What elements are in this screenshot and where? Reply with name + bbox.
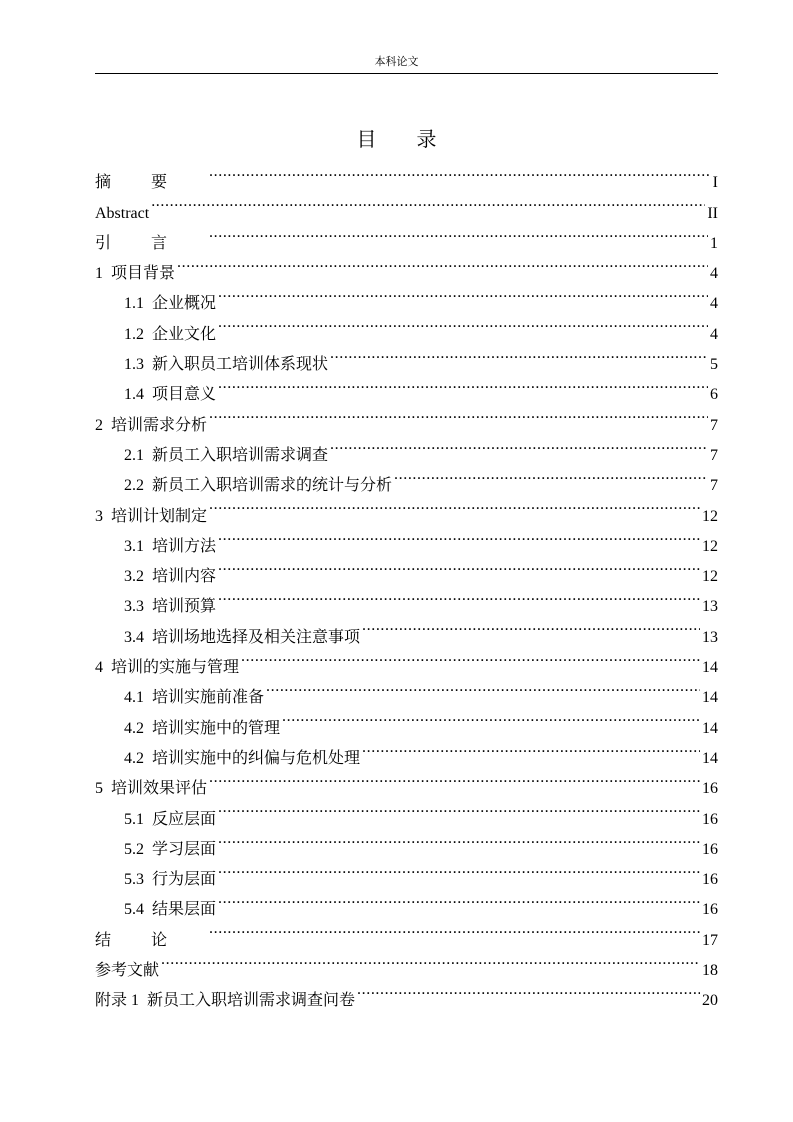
- toc-entry-label: 培训的实施与管理: [111, 659, 240, 677]
- toc-entry-number: 1.3: [124, 356, 144, 374]
- toc-entry[interactable]: [95, 218, 718, 252]
- toc-entry-label: Abstract: [95, 204, 150, 222]
- toc-entry-page: 7: [710, 446, 718, 464]
- toc-entry-page: 4: [710, 295, 718, 313]
- toc-entry-page: 4: [710, 325, 718, 343]
- toc-entry-number: 2: [95, 416, 103, 434]
- dot-leader: [330, 339, 708, 369]
- toc-entry-page: 12: [702, 537, 718, 555]
- toc-entry-page: 18: [702, 962, 718, 980]
- dot-leader: [362, 611, 700, 641]
- toc-entry-label: 项目意义: [152, 386, 217, 404]
- toc-entry-page: 14: [702, 689, 718, 707]
- toc-entry-label: 摘要: [95, 174, 208, 192]
- dot-leader: [161, 945, 700, 975]
- toc-entry-label: 培训效果评估: [111, 780, 208, 798]
- toc-entry-page: 7: [710, 477, 718, 495]
- toc-entry-label: 学习层面: [152, 840, 217, 858]
- toc-entry-number: 4.2: [124, 719, 144, 737]
- toc-entry-number: 5.2: [124, 840, 144, 858]
- toc-entry[interactable]: [95, 157, 718, 192]
- toc-entry-label: 新入职员工培训体系现状: [152, 356, 329, 374]
- toc-entry-page: 7: [710, 416, 718, 434]
- dot-leader: [362, 733, 700, 763]
- dot-leader: [218, 278, 708, 308]
- dot-leader: [209, 157, 711, 187]
- toc-title: 目录: [356, 129, 477, 151]
- dot-leader: [357, 975, 700, 1005]
- toc-entry-label: 引言: [95, 234, 208, 252]
- toc-entry-number: 1.2: [124, 325, 144, 343]
- toc-entry-label: 行为层面: [152, 871, 217, 889]
- dot-leader: [330, 430, 708, 460]
- toc-entry-page: 4: [710, 265, 718, 283]
- dot-leader: [218, 581, 700, 611]
- toc-entry-label: 培训实施中的纠偏与危机处理: [152, 749, 361, 767]
- toc-entry-page: 14: [702, 749, 718, 767]
- toc-entry-number: 5.1: [124, 810, 144, 828]
- dot-leader: [266, 672, 700, 702]
- toc-entry-number: 1: [95, 265, 103, 283]
- dot-leader: [209, 914, 700, 944]
- dot-leader: [218, 308, 708, 338]
- page-header: 本科论文: [374, 56, 419, 68]
- toc-entry-number: 2.2: [124, 477, 144, 495]
- toc-entry[interactable]: [95, 187, 718, 222]
- dot-leader: [218, 824, 700, 854]
- dot-leader: [209, 490, 700, 520]
- toc-entry-page: 1: [710, 234, 718, 252]
- dot-leader: [218, 521, 700, 551]
- toc-entry-label: 结论: [95, 931, 208, 949]
- toc-entry-label: 项目背景: [111, 265, 176, 283]
- toc-entry-label: 反应层面: [152, 810, 217, 828]
- toc-entry-label: 培训内容: [152, 568, 217, 586]
- dot-leader: [209, 399, 708, 429]
- toc-entry-number: 5.4: [124, 901, 144, 919]
- toc-entry-label: 培训场地选择及相关注意事项: [152, 628, 361, 646]
- toc-entry-page: II: [707, 204, 718, 222]
- toc-entry-label: 新员工入职培训需求调查问卷: [147, 992, 356, 1010]
- toc-entry-number: 附录 1: [95, 992, 140, 1010]
- toc-entry-number: 4: [95, 659, 103, 677]
- toc-entry-label: 参考文献: [95, 962, 160, 980]
- toc-entry-number: 3: [95, 507, 103, 525]
- toc-entry-number: 2.1: [124, 446, 144, 464]
- dot-leader: [209, 218, 708, 248]
- toc-entry-page: 14: [702, 659, 718, 677]
- toc-entry-page: 16: [702, 901, 718, 919]
- toc-entry-number: 4.1: [124, 689, 144, 707]
- toc-entry-label: 培训计划制定: [111, 507, 208, 525]
- toc-entry-page: 17: [702, 931, 718, 949]
- dot-leader: [218, 551, 700, 581]
- dot-leader: [241, 642, 700, 672]
- toc-entry-number: 5: [95, 780, 103, 798]
- toc-entry-number: 4.2: [124, 749, 144, 767]
- toc-entry[interactable]: [95, 248, 718, 283]
- table-of-contents: [95, 157, 718, 1010]
- dot-leader: [218, 884, 700, 914]
- header-rule: [95, 73, 718, 74]
- toc-entry-number: 5.3: [124, 871, 144, 889]
- toc-entry-page: 5: [710, 356, 718, 374]
- dot-leader: [218, 854, 700, 884]
- toc-entry-page: 6: [710, 386, 718, 404]
- toc-entry-label: 结果层面: [152, 901, 217, 919]
- toc-entry-number: 3.3: [124, 598, 144, 616]
- dot-leader: [394, 460, 708, 490]
- toc-entry-label: 企业概况: [152, 295, 217, 313]
- toc-entry[interactable]: [95, 975, 718, 1010]
- toc-entry-label: 新员工入职培训需求的统计与分析: [152, 477, 393, 495]
- toc-entry-number: 3.4: [124, 628, 144, 646]
- toc-entry-label: 培训方法: [152, 537, 217, 555]
- toc-entry-page: I: [712, 174, 718, 192]
- toc-entry-page: 12: [702, 568, 718, 586]
- toc-entry-number: 1.4: [124, 386, 144, 404]
- dot-leader: [218, 793, 700, 823]
- toc-entry-page: 16: [702, 810, 718, 828]
- toc-entry-page: 13: [702, 598, 718, 616]
- dot-leader: [282, 702, 700, 732]
- toc-entry-page: 12: [702, 507, 718, 525]
- dot-leader: [177, 248, 708, 278]
- toc-entry-label: 新员工入职培训需求调查: [152, 446, 329, 464]
- toc-entry-page: 16: [702, 780, 718, 798]
- dot-leader: [209, 763, 700, 793]
- toc-entry-number: 3.2: [124, 568, 144, 586]
- toc-entry-number: 3.1: [124, 537, 144, 555]
- dot-leader: [218, 369, 708, 399]
- toc-entry-number: 1.1: [124, 295, 144, 313]
- toc-entry-page: 20: [702, 992, 718, 1010]
- toc-entry-label: 培训需求分析: [111, 416, 208, 434]
- toc-entry-page: 16: [702, 871, 718, 889]
- dot-leader: [151, 187, 705, 217]
- toc-entry-label: 培训实施前准备: [152, 689, 265, 707]
- toc-entry-label: 企业文化: [152, 325, 217, 343]
- toc-entry-page: 13: [702, 628, 718, 646]
- toc-entry-label: 培训实施中的管理: [152, 719, 281, 737]
- toc-entry-page: 14: [702, 719, 718, 737]
- toc-entry-page: 16: [702, 840, 718, 858]
- toc-entry-label: 培训预算: [152, 598, 217, 616]
- toc-entry[interactable]: [95, 278, 718, 313]
- toc-entry[interactable]: [95, 945, 718, 980]
